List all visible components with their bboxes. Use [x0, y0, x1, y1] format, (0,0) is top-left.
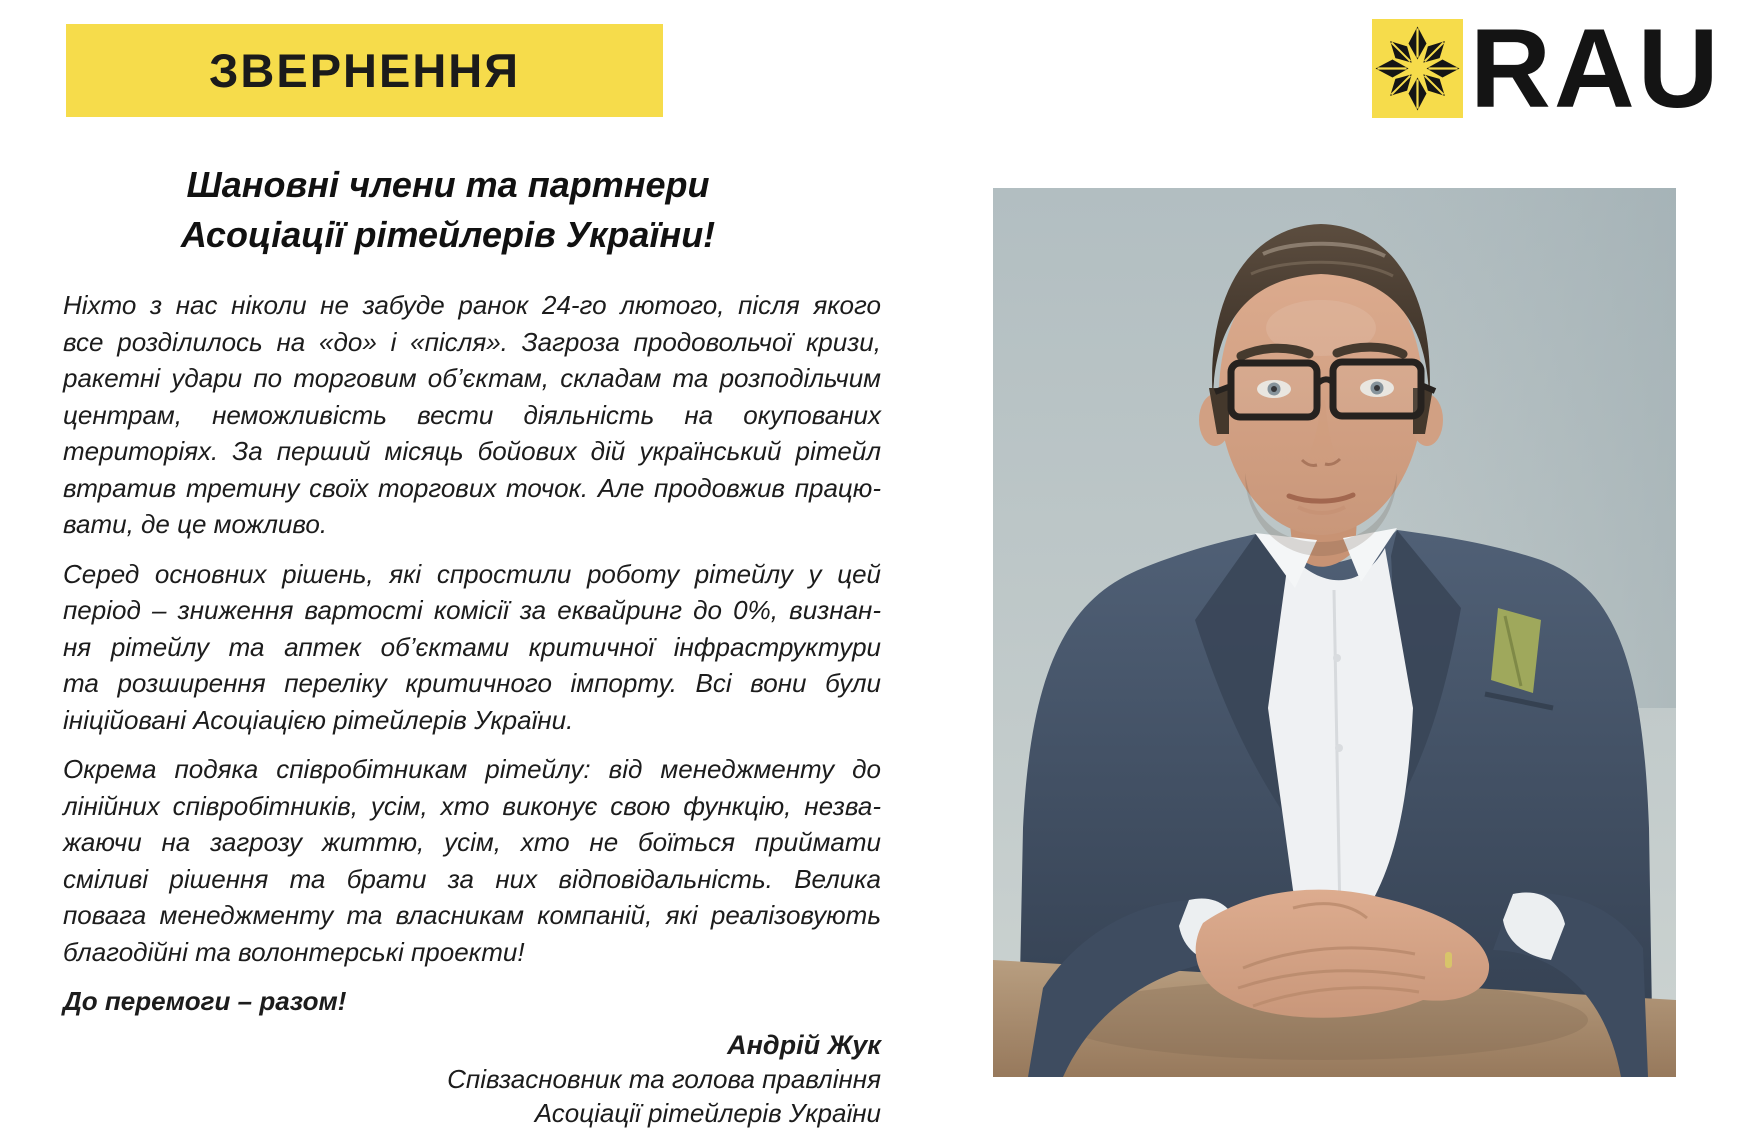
paragraph-line: сміливі рішення та брати за них відповідальність. Велика [63, 863, 881, 894]
banner-title: ЗВЕРНЕННЯ [208, 44, 521, 97]
paragraph-line: Окрема подяка співробітникам рітейлу: від менеджменту до [63, 754, 881, 784]
paragraph-line: ракетні удари по торговим об’єктам, складам та розподільчим [63, 363, 881, 393]
paragraph-line: територіях. За перший місяць бойових дій український рітейл [63, 436, 881, 466]
paragraph-line: період – зниження вартості комісії за еквайринг до 0%, визнан- [63, 595, 881, 625]
paragraph-line: ініційовані Асоціацією рітейлерів України. [63, 704, 574, 735]
appeal-banner [66, 24, 663, 117]
victory-line: До перемоги – разом! [63, 986, 347, 1016]
heading-line-1: Шановні члени та партнери [186, 164, 710, 205]
signature-role-2: Асоціації рітейлерів України [534, 1097, 881, 1128]
paragraph-line: жаючи на загрозу життю, усім, хто не боїться приймати [63, 827, 881, 857]
letter-heading [63, 160, 833, 260]
paragraph-line: повага менеджменту та власникам компаній, які реалізовують [63, 900, 881, 930]
paragraph-line: та розширення переліку критичного імпорту. Всі вони були [63, 668, 881, 698]
heading-line-2: Асоціації рітейлерів України! [180, 214, 716, 255]
paragraph-line: лінійних співробітників, усім, хто виконує свою функцію, незва- [63, 790, 881, 821]
paragraph-2 [63, 556, 881, 739]
signature-role-1: Співзасновник та голова правління [447, 1063, 881, 1094]
paragraph-line: вати, де це можливо. [63, 509, 328, 539]
paragraph-line: все розділилось на «до» і «після». Загроза продовольчої кризи, [63, 326, 881, 357]
paragraph-line: центрам, неможливість вести діяльність на окупованих [63, 399, 881, 430]
paragraph-1 [63, 287, 881, 543]
paragraph-3 [63, 751, 881, 970]
paragraph-line: ня рітейлу та аптек об’єктами критичної інфраструктури [63, 631, 881, 662]
signature-name: Андрій Жук [727, 1029, 881, 1060]
letter-column [63, 160, 881, 1130]
rau-logo-text: RAU [1470, 5, 1722, 131]
portrait-photo [993, 188, 1676, 1077]
signature-block [63, 1028, 881, 1130]
rau-logo [1372, 5, 1722, 131]
paragraph-line: благодійні та волонтерські проекти! [63, 936, 525, 967]
paragraph-line: Ніхто з нас ніколи не забуде ранок 24-го лютого, після якого [63, 290, 881, 320]
portrait-illustration [993, 188, 1676, 1077]
rau-star-icon [1372, 19, 1463, 118]
paragraph-line: Серед основних рішень, які спростили роботу рітейлу у цей [63, 558, 881, 589]
paragraph-line: втратив третину своїх торгових точок. Але продовжив працю- [63, 472, 881, 503]
